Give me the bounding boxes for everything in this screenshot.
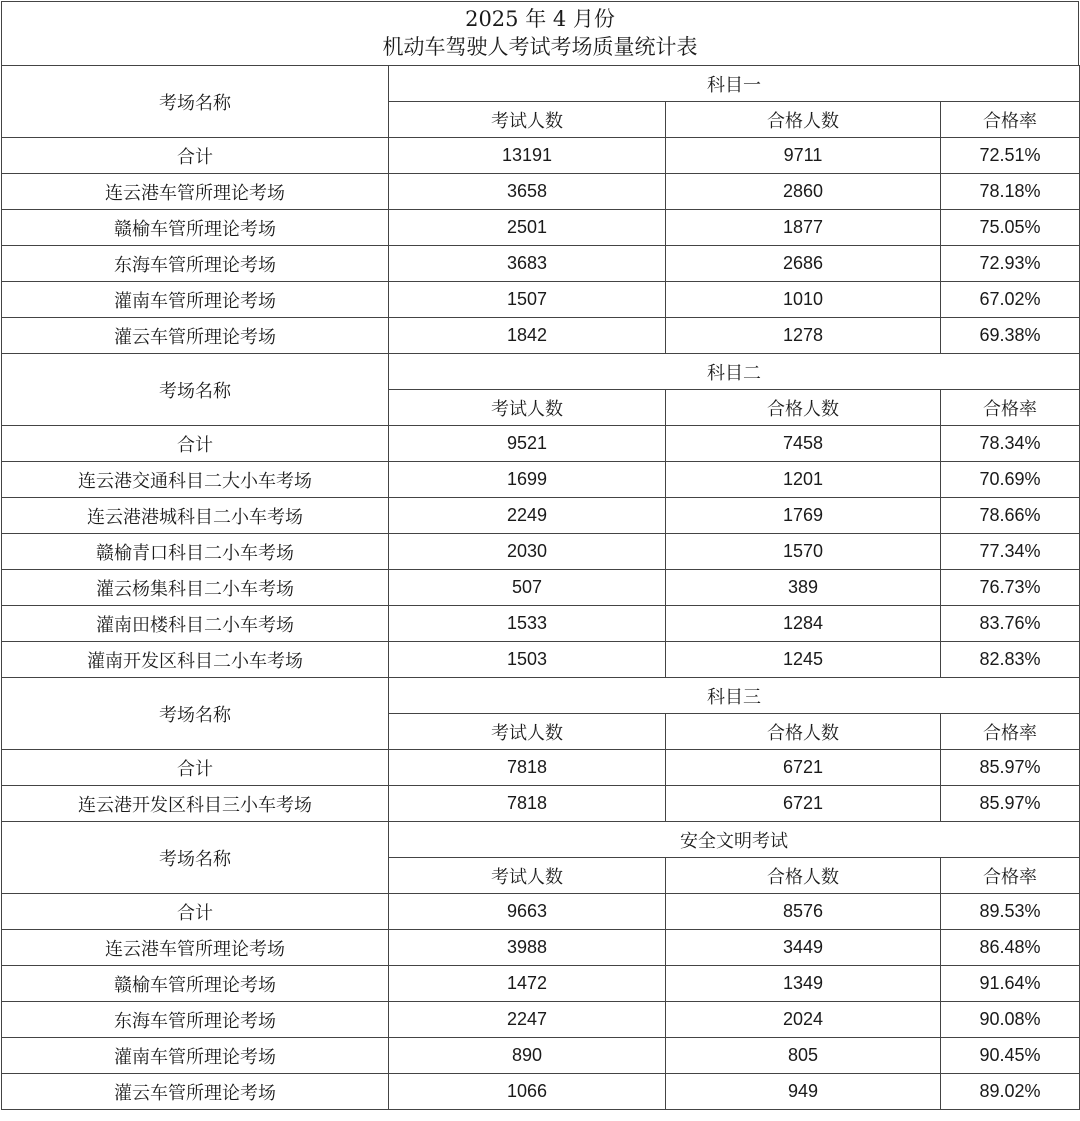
pass-count-cell: 1278 [666, 318, 941, 354]
pass-count-cell: 1769 [666, 498, 941, 534]
site-name-cell: 合计 [2, 894, 389, 930]
pass-rate-cell: 78.34% [941, 426, 1080, 462]
pass-rate-cell: 70.69% [941, 462, 1080, 498]
exam-count-cell: 2249 [389, 498, 666, 534]
pass-count-cell: 3449 [666, 930, 941, 966]
site-name-cell: 赣榆车管所理论考场 [2, 966, 389, 1002]
pass-count-header: 合格人数 [666, 390, 941, 426]
table-row [2, 930, 1080, 966]
site-name-cell: 合计 [2, 750, 389, 786]
pass-rate-cell: 90.45% [941, 1038, 1080, 1074]
pass-count-cell: 2860 [666, 174, 941, 210]
table-row [2, 534, 1080, 570]
pass-count-header: 合格人数 [666, 102, 941, 138]
exam-count-header: 考试人数 [389, 390, 666, 426]
site-name-cell: 赣榆车管所理论考场 [2, 210, 389, 246]
table-row [2, 606, 1080, 642]
pass-rate-header: 合格率 [941, 714, 1080, 750]
pass-count-cell: 949 [666, 1074, 941, 1110]
pass-rate-header: 合格率 [941, 390, 1080, 426]
site-name-cell: 东海车管所理论考场 [2, 1002, 389, 1038]
table-row [2, 1002, 1080, 1038]
site-name-cell: 连云港开发区科目三小车考场 [2, 786, 389, 822]
exam-count-header: 考试人数 [389, 102, 666, 138]
pass-count-header: 合格人数 [666, 714, 941, 750]
site-name-cell: 灌云杨集科目二小车考场 [2, 570, 389, 606]
exam-count-cell: 7818 [389, 786, 666, 822]
pass-count-cell: 2024 [666, 1002, 941, 1038]
table-row [2, 1074, 1080, 1110]
total-row [2, 750, 1080, 786]
exam-count-cell: 507 [389, 570, 666, 606]
subject-title: 科目三 [389, 678, 1080, 714]
pass-count-cell: 389 [666, 570, 941, 606]
pass-rate-cell: 89.02% [941, 1074, 1080, 1110]
pass-count-header: 合格人数 [666, 858, 941, 894]
table-row [2, 570, 1080, 606]
pass-rate-cell: 89.53% [941, 894, 1080, 930]
table-row [2, 210, 1080, 246]
site-name-cell: 灌南车管所理论考场 [2, 282, 389, 318]
pass-rate-cell: 76.73% [941, 570, 1080, 606]
pass-rate-cell: 78.66% [941, 498, 1080, 534]
report-title [1, 1, 1079, 65]
site-name-cell: 灌南田楼科目二小车考场 [2, 606, 389, 642]
report-title-month: 2025 年 4 月份 [465, 7, 615, 31]
subject-title: 科目二 [389, 354, 1080, 390]
table-row [2, 462, 1080, 498]
site-name-cell: 合计 [2, 138, 389, 174]
site-name-cell: 灌南开发区科目二小车考场 [2, 642, 389, 678]
exam-count-cell: 3988 [389, 930, 666, 966]
section-header-row [2, 822, 1080, 858]
exam-count-header: 考试人数 [389, 714, 666, 750]
pass-count-cell: 9711 [666, 138, 941, 174]
table-row [2, 498, 1080, 534]
pass-count-cell: 1349 [666, 966, 941, 1002]
stats-table [1, 65, 1080, 1110]
stats-table-body [2, 66, 1080, 1110]
site-name-cell: 连云港港城科目二小车考场 [2, 498, 389, 534]
section-header-row [2, 354, 1080, 390]
site-name-cell: 连云港车管所理论考场 [2, 930, 389, 966]
total-row [2, 894, 1080, 930]
section-header-row [2, 66, 1080, 102]
pass-rate-cell: 82.83% [941, 642, 1080, 678]
site-name-cell: 灌云车管所理论考场 [2, 318, 389, 354]
table-row [2, 174, 1080, 210]
exam-count-cell: 1699 [389, 462, 666, 498]
exam-count-cell: 3683 [389, 246, 666, 282]
site-name-cell: 连云港车管所理论考场 [2, 174, 389, 210]
exam-count-cell: 890 [389, 1038, 666, 1074]
table-row [2, 246, 1080, 282]
pass-count-cell: 7458 [666, 426, 941, 462]
total-row [2, 138, 1080, 174]
pass-rate-cell: 90.08% [941, 1002, 1080, 1038]
section-header-row [2, 678, 1080, 714]
pass-rate-header: 合格率 [941, 102, 1080, 138]
table-row [2, 966, 1080, 1002]
site-name-cell: 合计 [2, 426, 389, 462]
pass-rate-header: 合格率 [941, 858, 1080, 894]
pass-count-cell: 6721 [666, 786, 941, 822]
subject-title: 科目一 [389, 66, 1080, 102]
exam-count-cell: 1533 [389, 606, 666, 642]
pass-rate-cell: 91.64% [941, 966, 1080, 1002]
pass-count-cell: 8576 [666, 894, 941, 930]
table-row [2, 318, 1080, 354]
pass-rate-cell: 69.38% [941, 318, 1080, 354]
pass-count-cell: 2686 [666, 246, 941, 282]
pass-rate-cell: 75.05% [941, 210, 1080, 246]
pass-count-cell: 1010 [666, 282, 941, 318]
exam-count-cell: 1507 [389, 282, 666, 318]
pass-rate-cell: 72.51% [941, 138, 1080, 174]
site-name-header: 考场名称 [2, 354, 389, 426]
table-row [2, 642, 1080, 678]
exam-count-cell: 2030 [389, 534, 666, 570]
site-name-cell: 赣榆青口科目二小车考场 [2, 534, 389, 570]
pass-rate-cell: 78.18% [941, 174, 1080, 210]
site-name-cell: 东海车管所理论考场 [2, 246, 389, 282]
site-name-header: 考场名称 [2, 66, 389, 138]
site-name-cell: 连云港交通科目二大小车考场 [2, 462, 389, 498]
pass-rate-cell: 85.97% [941, 786, 1080, 822]
pass-rate-cell: 85.97% [941, 750, 1080, 786]
exam-count-cell: 1503 [389, 642, 666, 678]
table-row [2, 282, 1080, 318]
total-row [2, 426, 1080, 462]
exam-count-cell: 3658 [389, 174, 666, 210]
site-name-cell: 灌云车管所理论考场 [2, 1074, 389, 1110]
subject-title: 安全文明考试 [389, 822, 1080, 858]
table-row [2, 786, 1080, 822]
site-name-header: 考场名称 [2, 822, 389, 894]
pass-count-cell: 1570 [666, 534, 941, 570]
pass-count-cell: 805 [666, 1038, 941, 1074]
pass-rate-cell: 83.76% [941, 606, 1080, 642]
pass-rate-cell: 67.02% [941, 282, 1080, 318]
pass-rate-cell: 77.34% [941, 534, 1080, 570]
pass-count-cell: 1245 [666, 642, 941, 678]
site-name-cell: 灌南车管所理论考场 [2, 1038, 389, 1074]
report-title-name: 机动车驾驶人考试考场质量统计表 [382, 35, 698, 59]
pass-count-cell: 1284 [666, 606, 941, 642]
pass-count-cell: 1877 [666, 210, 941, 246]
exam-count-header: 考试人数 [389, 858, 666, 894]
exam-count-cell: 13191 [389, 138, 666, 174]
pass-rate-cell: 86.48% [941, 930, 1080, 966]
exam-count-cell: 7818 [389, 750, 666, 786]
exam-count-cell: 1842 [389, 318, 666, 354]
exam-count-cell: 2247 [389, 1002, 666, 1038]
pass-count-cell: 6721 [666, 750, 941, 786]
stats-report [1, 1, 1079, 1118]
pass-rate-cell: 72.93% [941, 246, 1080, 282]
exam-count-cell: 9663 [389, 894, 666, 930]
site-name-header: 考场名称 [2, 678, 389, 750]
pass-count-cell: 1201 [666, 462, 941, 498]
exam-count-cell: 9521 [389, 426, 666, 462]
exam-count-cell: 1472 [389, 966, 666, 1002]
exam-count-cell: 2501 [389, 210, 666, 246]
exam-count-cell: 1066 [389, 1074, 666, 1110]
table-row [2, 1038, 1080, 1074]
